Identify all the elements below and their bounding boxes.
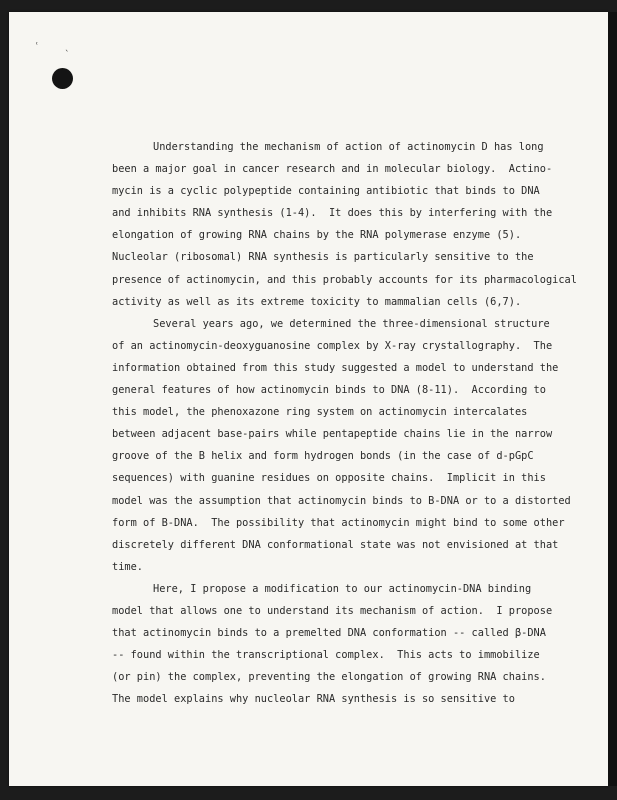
text-line: time. — [112, 560, 143, 573]
text-line: model was the assumption that actinomycin binds to B-DNA or to a distorted — [112, 494, 571, 507]
punch-hole — [52, 68, 73, 89]
text-line: Several years ago, we determined the three-dimensional structure — [153, 317, 550, 330]
corner-mark: ˎ — [64, 42, 70, 52]
text-line: and inhibits RNA synthesis (1-4). It does this by interfering with the — [112, 207, 553, 220]
corner-mark: ʿ — [34, 42, 40, 52]
text-line: -- found within the transcriptional complex. This acts to immobilize — [112, 649, 540, 662]
text-line: mycin is a cyclic polypeptide containing antibiotic that binds to DNA — [112, 185, 540, 198]
text-line: general features of how actinomycin binds to DNA (8-11). According to — [112, 384, 546, 397]
text-line: information obtained from this study suggested a model to understand the — [112, 361, 559, 374]
text-line: of an actinomycin-deoxyguanosine complex by X-ray crystallography. The — [112, 339, 553, 352]
scan-edge — [608, 12, 617, 786]
text-line: been a major goal in cancer research and in molecular biology. Actino- — [112, 163, 553, 176]
text-line: Nucleolar (ribosomal) RNA synthesis is particularly sensitive to the — [112, 251, 534, 264]
text-line: groove of the B helix and form hydrogen bonds (in the case of d-pGpC — [112, 450, 534, 463]
text-line: between adjacent base-pairs while pentapeptide chains lie in the narrow — [112, 428, 553, 441]
document-page — [9, 12, 608, 786]
text-line: sequences) with guanine residues on opposite chains. Implicit in this — [112, 472, 546, 485]
text-line: activity as well as its extreme toxicity to mammalian cells (6,7). — [112, 295, 522, 308]
body-text — [112, 136, 582, 710]
text-line: model that allows one to understand its mechanism of action. I propose — [112, 604, 553, 617]
text-line: form of B-DNA. The possibility that actinomycin might bind to some other — [112, 516, 565, 529]
text-line: that actinomycin binds to a premelted DNA conformation -- called β-DNA — [112, 627, 546, 640]
text-line: (or pin) the complex, preventing the elongation of growing RNA chains. — [112, 671, 546, 684]
text-line: The model explains why nucleolar RNA synthesis is so sensitive to — [112, 693, 515, 706]
text-line: Understanding the mechanism of action of actinomycin D has long — [153, 141, 544, 153]
text-line: this model, the phenoxazone ring system on actinomycin intercalates — [112, 406, 528, 419]
text-line: presence of actinomycin, and this probably accounts for its pharmacological — [112, 273, 577, 286]
text-line: discretely different DNA conformational state was not envisioned at that — [112, 538, 559, 551]
text-line: Here, I propose a modification to our actinomycin-DNA binding — [153, 582, 532, 595]
text-line: elongation of growing RNA chains by the RNA polymerase enzyme (5). — [112, 229, 522, 242]
